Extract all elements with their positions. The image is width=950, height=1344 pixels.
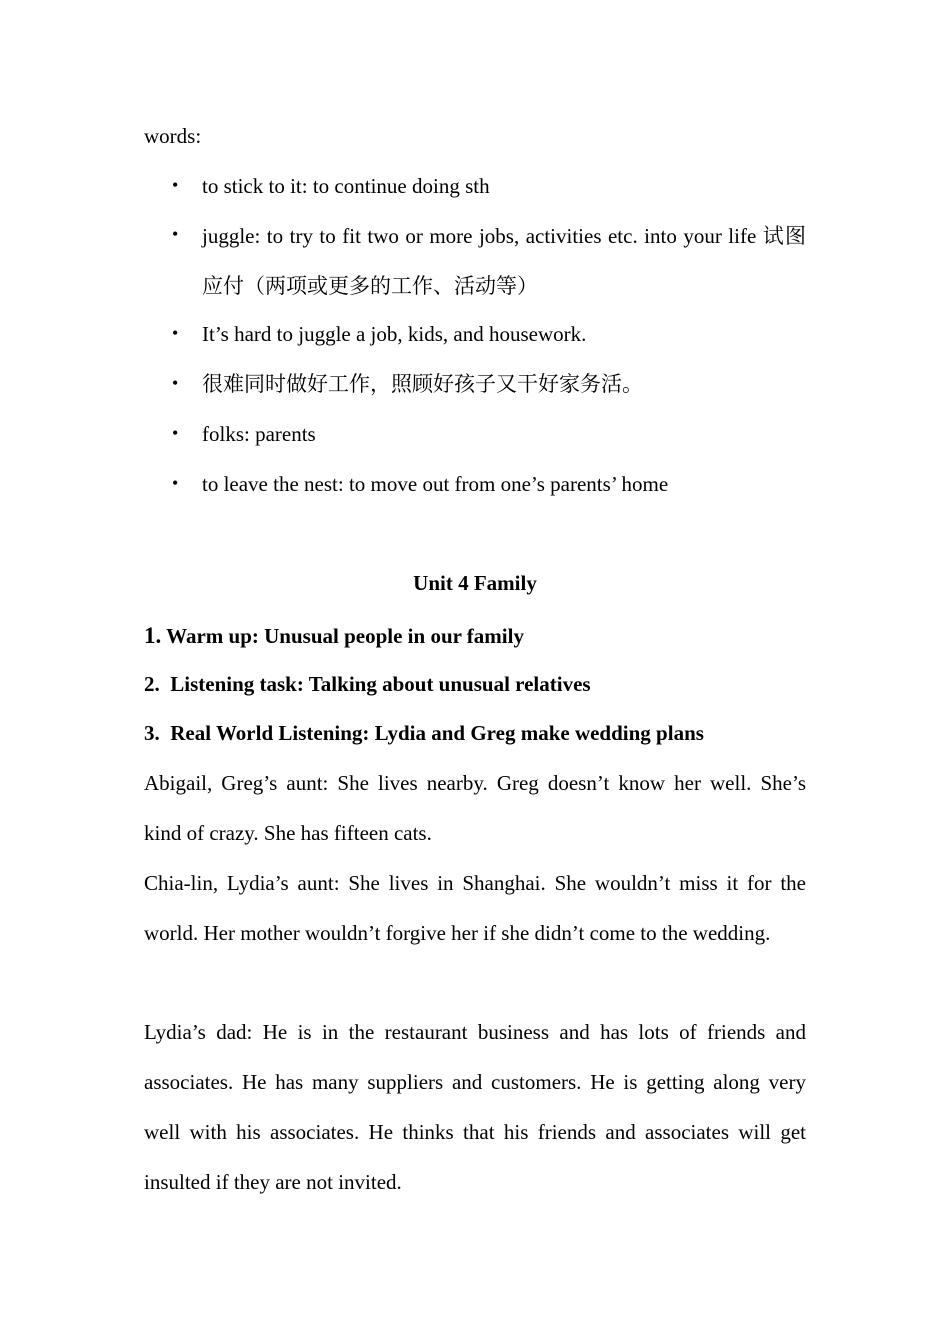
list-item-text: juggle: to try to fit two or more jobs, activities etc. into your life 试图应付（两项或更多的工作、活动等） bbox=[202, 224, 806, 298]
unit-title: Unit 4 Family bbox=[413, 571, 537, 595]
section-heading-text: Warm up: Unusual people in our family bbox=[166, 624, 524, 648]
section-heading bbox=[144, 624, 524, 647]
bullet-icon: • bbox=[172, 373, 179, 393]
bullet-icon: • bbox=[172, 323, 179, 343]
section-heading bbox=[144, 723, 704, 744]
list-item-text: 很难同时做好工作，照顾好孩子又干好家务活。 bbox=[202, 372, 643, 396]
section-number: 1. bbox=[144, 623, 162, 648]
list-item-text: to leave the nest: to move out from one’s parents’ home bbox=[202, 472, 669, 496]
list-item-text: to stick to it: to continue doing sth bbox=[202, 174, 490, 198]
section-number: 2. bbox=[144, 672, 160, 696]
paragraph: Abigail, Greg’s aunt: She lives nearby. Greg doesn’t know her well. She’s kind of crazy. She has fifteen cats. bbox=[144, 771, 806, 845]
list-item-text: folks: parents bbox=[202, 422, 316, 446]
section-heading bbox=[144, 674, 591, 695]
intro-label: words: bbox=[144, 124, 202, 148]
bullet-icon: • bbox=[172, 423, 179, 443]
section-heading-text: Listening task: Talking about unusual relatives bbox=[170, 672, 591, 696]
bullet-icon: • bbox=[172, 224, 179, 244]
paragraph: Chia-lin, Lydia’s aunt: She lives in Shanghai. She wouldn’t miss it for the world. Her mother wouldn’t forgive her if she didn’t come to the wedding. bbox=[144, 871, 806, 945]
section-heading-text: Real World Listening: Lydia and Greg make wedding plans bbox=[170, 721, 704, 745]
bullet-icon: • bbox=[172, 473, 179, 493]
section-number: 3. bbox=[144, 721, 160, 745]
list-item-text: It’s hard to juggle a job, kids, and housework. bbox=[202, 322, 587, 346]
bullet-icon: • bbox=[172, 175, 179, 195]
paragraph: Lydia’s dad: He is in the restaurant business and has lots of friends and associates. He has many suppliers and customers. He is getting along very well with his associates. He thinks that his friends and associates will get insulted if they are not invited. bbox=[144, 1020, 806, 1194]
